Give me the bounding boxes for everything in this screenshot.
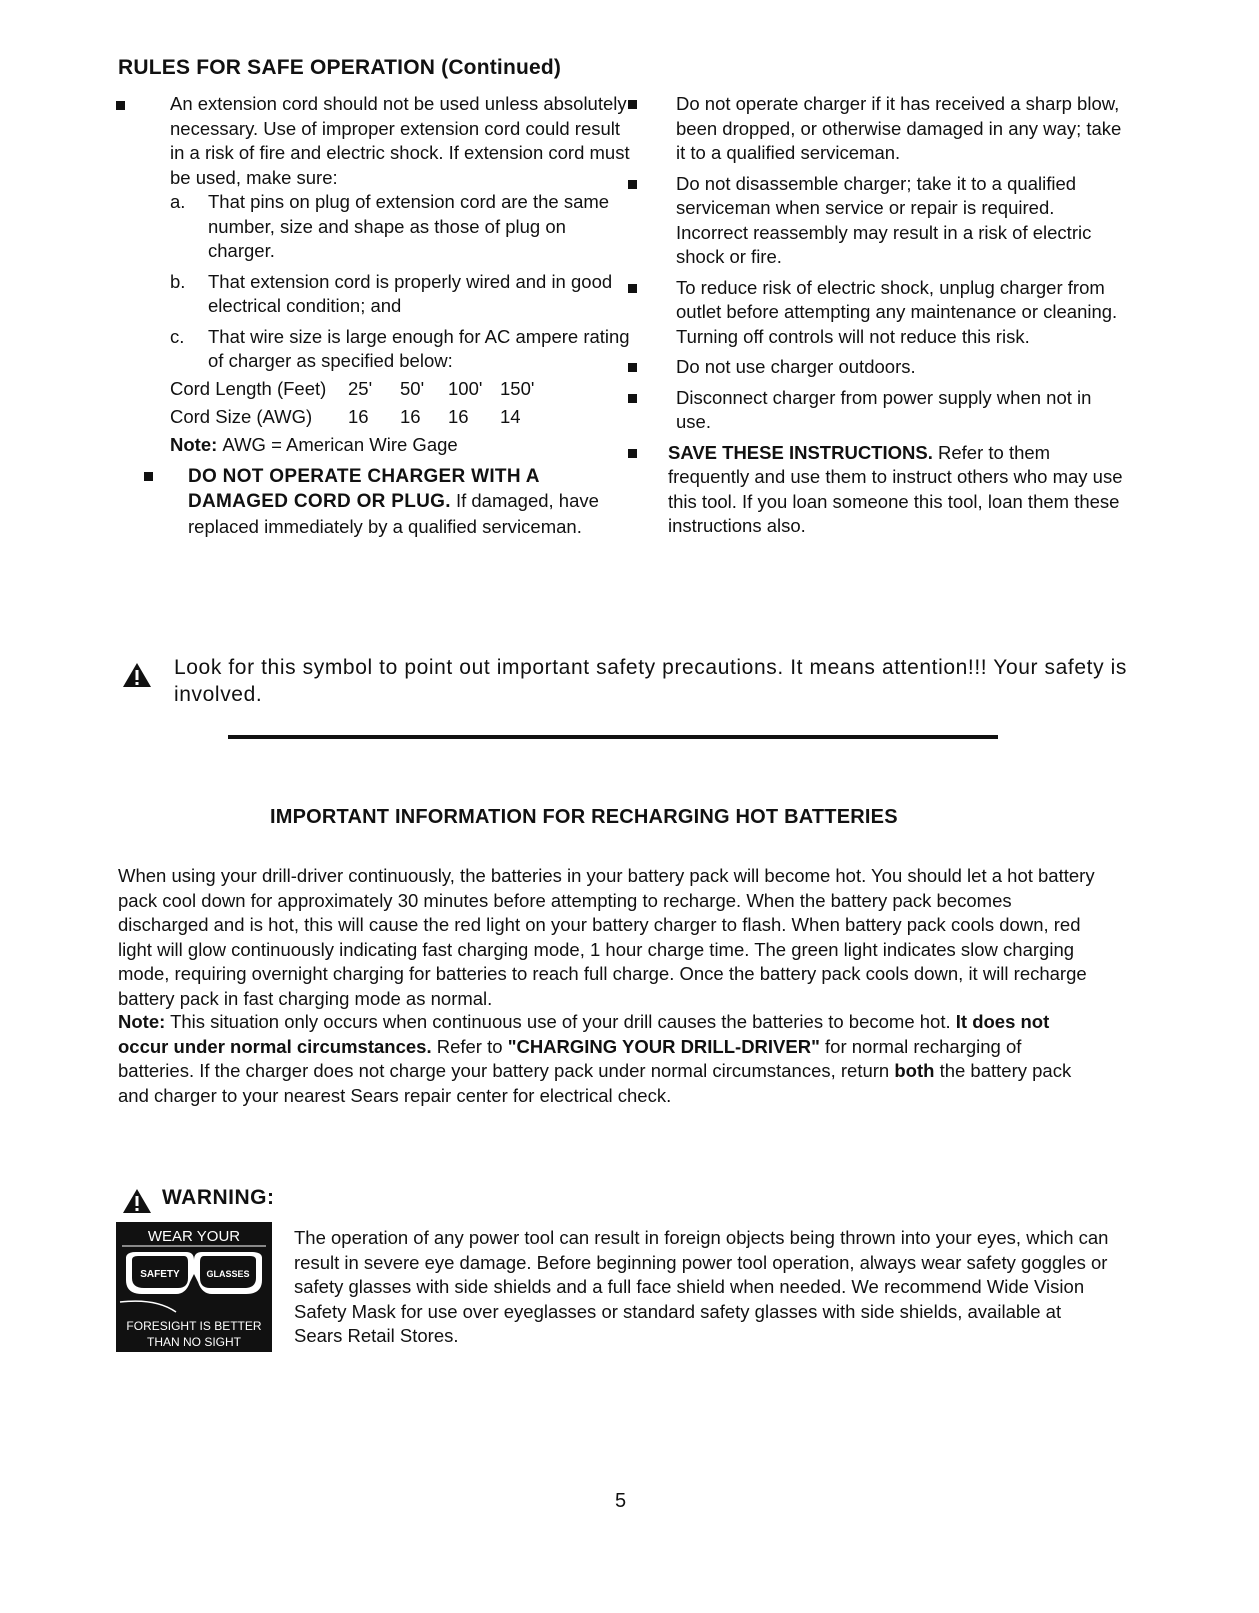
rule-text: Do not disassemble charger; take it to a qualified serviceman when service or repair is required. Incorrect reassembly may result in a risk of electric shock or fire. [676, 172, 1092, 267]
warning-text: The operation of any power tool can result in foreign objects being thrown into your eyes, which can result in severe eye damage. Before beginning power tool operation, always wear safety goggles or safety glasses with side shields and a full face shield when needed. We recommend Wide Vision Safety Mask for use over eyeglasses or standard safety glasses with side shields, available at Sears Retail Stores. [294, 1227, 1109, 1346]
square-bullet-icon [628, 449, 637, 458]
table-cell: 50' [400, 378, 425, 400]
extension-cord-subitem-b [170, 270, 630, 319]
rule-unplug-before-maintenance [628, 276, 1128, 350]
rule-disconnect-when-idle [628, 386, 1128, 435]
table-cell: Cord Size (AWG) [170, 406, 313, 428]
awg-note [170, 432, 630, 460]
square-bullet-icon [116, 101, 125, 110]
note-bold-text: It does not occur under normal circumstances. [118, 1011, 1050, 1057]
extension-cord-text: An extension cord should not be used unless absolutely necessary. Use of improper extension cord could result in a risk of fire and electric shock. If extension cord must be used, make sure: [170, 93, 630, 188]
rule-do-not-disassemble [628, 172, 1128, 270]
note-text: the battery pack and charger to your nearest Sears repair center for electrical check. [118, 1060, 1072, 1106]
subitem-label: b. [170, 270, 186, 292]
page-number: 5 [615, 1490, 627, 1512]
cord-length-row [170, 376, 630, 404]
table-cell: 14 [500, 406, 521, 428]
table-cell: 16 [348, 406, 369, 428]
table-cell: 150' [500, 378, 535, 400]
note-text: for normal recharging of batteries. If the charger does not charge your battery pack under normal circumstances, return [118, 1035, 1022, 1081]
rule-text: Do not use charger outdoors. [676, 356, 916, 377]
warning-heading [118, 1186, 275, 1210]
save-instructions-bold: SAVE THESE INSTRUCTIONS. [668, 441, 933, 463]
warning-label: WARNING: [162, 1186, 275, 1209]
note-reference-bold: "CHARGING YOUR DRILL-DRIVER" [507, 1035, 820, 1057]
cord-size-row [170, 404, 630, 432]
sign-bottom-line-2: THAN NO SIGHT [146, 1335, 242, 1349]
extension-cord-subitem-a [170, 190, 630, 264]
note-label: Note: [170, 434, 218, 456]
subitem-label: c. [170, 325, 185, 347]
warning-triangle-icon [122, 1188, 152, 1214]
table-cell: 16 [400, 406, 421, 428]
sign-bottom-line-1: FORESIGHT IS BETTER [126, 1319, 262, 1333]
sign-left-lens-text: SAFETY [140, 1269, 180, 1280]
section-divider [228, 735, 998, 739]
square-bullet-icon [628, 100, 637, 109]
rule-text: Disconnect charger from power supply when not in use. [676, 386, 1092, 432]
rule-do-not-operate-damaged [628, 92, 1128, 166]
cord-size-table [170, 376, 630, 432]
table-cell: Cord Length (Feet) [170, 378, 327, 400]
square-bullet-icon [144, 472, 153, 481]
square-bullet-icon [628, 180, 637, 189]
note-label: Note: [118, 1011, 166, 1032]
damaged-cord-warning-bold: DO NOT OPERATE CHARGER WITH A DAMAGED CORD OR PLUG. [188, 465, 540, 512]
extension-cord-subitem-c [170, 325, 630, 374]
rule-text: To reduce risk of electric shock, unplug charger from outlet before attempting any maintenance or cleaning. Turning off controls will not reduce this risk. [676, 276, 1118, 347]
wear-safety-glasses-sign [116, 1222, 272, 1352]
rules-right-column [628, 92, 1128, 543]
note-text: AWG = American Wire Gage [222, 434, 458, 456]
note-bold-text: both [894, 1060, 935, 1081]
hot-battery-paragraph: When using your drill-driver continuously, the batteries in your battery pack will become hot. You should let a hot battery pack cool down for approximately 30 minutes before attempting to recharge. When the battery pack becomes discharged and is hot, this will cause the red light on your battery charger to flash. When battery pack cools down, red light will glow continuously indicating fast charging mode, 1 hour charge time. The green light indicates slow charging mode, requiring overnight charging for batteries to reach full charge. Once the battery pack cools down, it will recharge battery pack in fast charging mode as normal. [118, 865, 1095, 1009]
safety-symbol-text: Look for this symbol to point out important safety precautions. It means attention!!! Your safety is involved. [174, 656, 1127, 706]
subitem-text: That wire size is large enough for AC ampere rating of charger as specified below: [208, 325, 630, 371]
subitem-text: That pins on plug of extension cord are the same number, size and shape as those of plug on charger. [208, 191, 610, 261]
safety-symbol-notice [122, 654, 1174, 708]
subitem-text: That extension cord is properly wired and in good electrical condition; and [208, 270, 613, 316]
hot-battery-note [118, 1010, 1098, 1108]
rule-save-instructions [628, 441, 1128, 539]
note-text: This situation only occurs when continuous use of your drill causes the batteries to become hot. [170, 1011, 951, 1032]
save-instructions-text: Refer to them frequently and use them to instruct others who may use this tool. If you loan someone this tool, loan them these instructions also. [668, 441, 1123, 536]
rule-text: Do not operate charger if it has received a sharp blow, been dropped, or otherwise damaged in any way; take it to a qualified serviceman. [676, 93, 1122, 163]
table-cell: 16 [448, 406, 469, 428]
table-cell: 100' [448, 378, 483, 400]
safety-alert-triangle-icon [122, 662, 152, 688]
rule-no-outdoor-use [628, 355, 1128, 380]
sign-top-text: WEAR YOUR [147, 1228, 241, 1245]
square-bullet-icon [628, 363, 637, 372]
damaged-cord-text: If damaged, have replaced immediately by a qualified serviceman. [188, 490, 599, 537]
safety-glasses-icon [116, 1222, 272, 1352]
table-cell: 25' [348, 378, 373, 400]
info-section-title: IMPORTANT INFORMATION FOR RECHARGING HOT BATTERIES [270, 806, 898, 828]
note-text: Refer to [436, 1035, 503, 1057]
rules-section-title: RULES FOR SAFE OPERATION (Continued) [118, 56, 562, 79]
subitem-label: a. [170, 191, 186, 212]
sign-right-lens-text: GLASSES [206, 1269, 250, 1279]
extension-cord-rule [110, 92, 630, 460]
square-bullet-icon [628, 284, 637, 293]
rules-left-column [110, 92, 630, 543]
square-bullet-icon [628, 394, 637, 403]
damaged-cord-rule [110, 464, 630, 540]
